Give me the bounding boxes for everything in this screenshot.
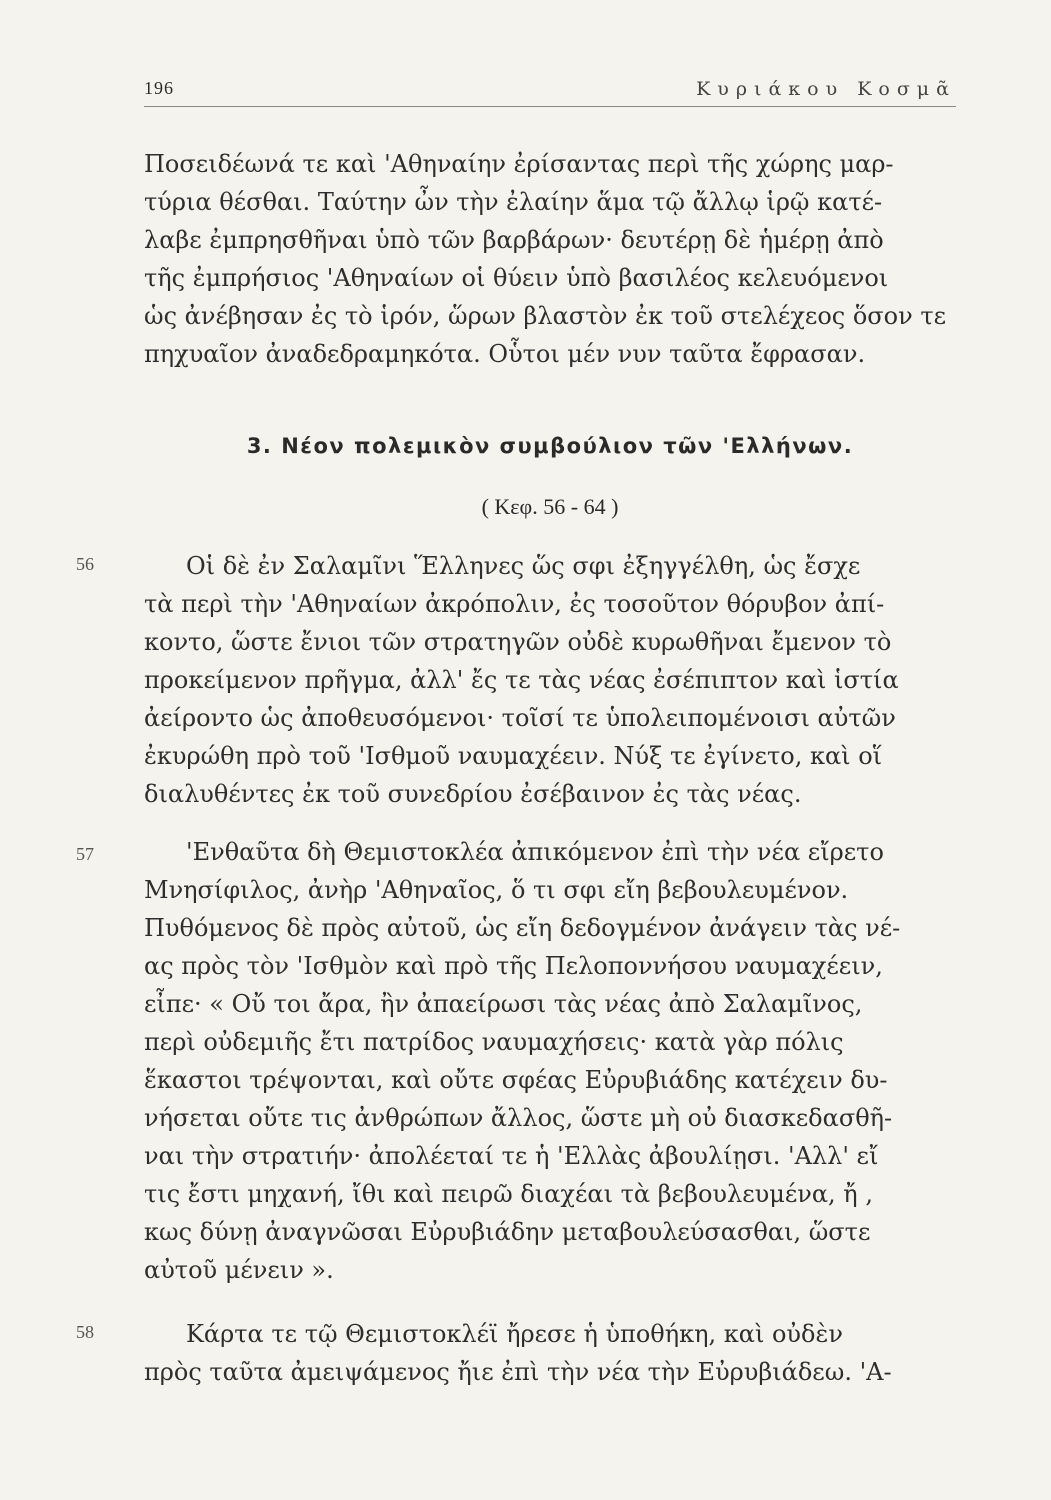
- text-line: ἐκυρώθη πρὸ τοῦ 'Ισθμοῦ ναυμαχέειν. Νύξ τε ἐγίνετο, καὶ οἵ: [144, 742, 883, 770]
- margin-chapter-number: 57: [76, 844, 94, 864]
- text-line: τῆς ἐμπρήσιος 'Αθηναίων οἱ θύειν ὑπὸ βασιλέος κελευόμενοι: [144, 264, 889, 292]
- section-subheading: ( Κεφ. 56 - 64 ): [481, 494, 619, 519]
- text-line: ἀείροντο ὡς ἀποθευσόμενοι· τοῖσί τε ὑπολειπομένοισι αὐτῶν: [144, 704, 896, 732]
- running-head: [144, 76, 956, 107]
- text-line: Ποσειδέωνά τε καὶ 'Αθηναίην ἐρίσαντας περὶ τῆς χώρης μαρ-: [144, 150, 894, 178]
- margin-chapter-number: 56: [76, 554, 94, 574]
- text-line: περὶ οὐδεμιῆς ἔτι πατρίδος ναυμαχήσεις· κατὰ γὰρ πόλις: [144, 1028, 844, 1056]
- section-heading: 3. Νέον πολεμικὸν συμβούλιον τῶν 'Ελλήνων.: [246, 434, 854, 458]
- text-line: Κάρτα τε τῷ Θεμιστοκλέϊ ἤρεσε ἡ ὑποθήκη, καὶ οὐδὲν: [186, 1320, 843, 1348]
- running-title: Κυριάκου Κοσμᾶ: [696, 78, 956, 100]
- text-line: ναι τὴν στρατιήν· ἀπολέεταί τε ἡ 'Ελλὰς ἀβουλίῃσι. 'Αλλ' εἴ: [144, 1142, 879, 1170]
- text-line: Μνησίφιλος, ἀνὴρ 'Αθηναῖος, ὅ τι σφι εἴη βεβουλευμένον.: [144, 876, 849, 904]
- text-line: διαλυθέντες ἐκ τοῦ συνεδρίου ἐσέβαινον ἐς τὰς νέας.: [144, 780, 802, 808]
- text-line: αὐτοῦ μένειν ».: [144, 1256, 334, 1284]
- text-line: Πυθόμενος δὲ πρὸς αὐτοῦ, ὡς εἴη δεδογμένον ἀνάγειν τὰς νέ-: [144, 914, 901, 942]
- text-line: κως δύνῃ ἀναγνῶσαι Εὐρυβιάδην μεταβουλεύσασθαι, ὥστε: [144, 1218, 871, 1246]
- text-line: τις ἔστι μηχανή, ἴθι καὶ πειρῶ διαχέαι τὰ βεβουλευμένα, ἤ ,: [144, 1180, 873, 1208]
- text-line: λαβε ἐμπρησθῆναι ὑπὸ τῶν βαρβάρων· δευτέρῃ δὲ ἡμέρῃ ἀπὸ: [144, 226, 884, 254]
- text-line: κοντο, ὥστε ἔνιοι τῶν στρατηγῶν οὐδὲ κυρωθῆναι ἔμενον τὸ: [144, 628, 892, 656]
- text-line: εἶπε· « Οὔ τοι ἄρα, ἢν ἀπαείρωσι τὰς νέας ἀπὸ Σαλαμῖνος,: [144, 990, 863, 1018]
- text-line: προκείμενον πρῆγμα, ἀλλ' ἔς τε τὰς νέας ἐσέπιπτον καὶ ἱστία: [144, 666, 899, 694]
- text-line: ὡς ἀνέβησαν ἐς τὸ ἱρόν, ὥρων βλαστὸν ἐκ τοῦ στελέχεος ὅσον τε: [144, 302, 947, 330]
- text-line: 'Ενθαῦτα δὴ Θεμιστοκλέα ἀπικόμενον ἐπὶ τὴν νέα εἴρετο: [186, 838, 884, 866]
- page-number: 196: [144, 78, 174, 98]
- text-line: τύρια θέσθαι. Ταύτην ὦν τὴν ἐλαίην ἅμα τῷ ἄλλῳ ἱρῷ κατέ-: [144, 188, 883, 216]
- text-line: ας πρὸς τὸν 'Ισθμὸν καὶ πρὸ τῆς Πελοποννήσου ναυμαχέειν,: [144, 952, 883, 980]
- text-line: τὰ περὶ τὴν 'Αθηναίων ἀκρόπολιν, ἐς τοσοῦτον θόρυβον ἀπί-: [144, 590, 885, 618]
- text-line: πηχυαῖον ἀναδεδραμηκότα. Οὗτοι μέν νυν ταῦτα ἔφρασαν.: [144, 340, 866, 368]
- text-line: ἕκαστοι τρέψονται, καὶ οὔτε σφέας Εὐρυβιάδης κατέχειν δυ-: [144, 1066, 888, 1094]
- margin-chapter-number: 58: [76, 1322, 94, 1342]
- text-line: νήσεται οὔτε τις ἀνθρώπων ἄλλος, ὥστε μὴ οὐ διασκεδασθῆ-: [144, 1104, 893, 1132]
- text-line: Οἱ δὲ ἐν Σαλαμῖνι Ἕλληνες ὥς σφι ἐξηγγέλθη, ὡς ἔσχε: [186, 552, 861, 580]
- text-line: πρὸς ταῦτα ἀμειψάμενος ἤιε ἐπὶ τὴν νέα τὴν Εὐρυβιάδεω. 'Α-: [144, 1358, 892, 1386]
